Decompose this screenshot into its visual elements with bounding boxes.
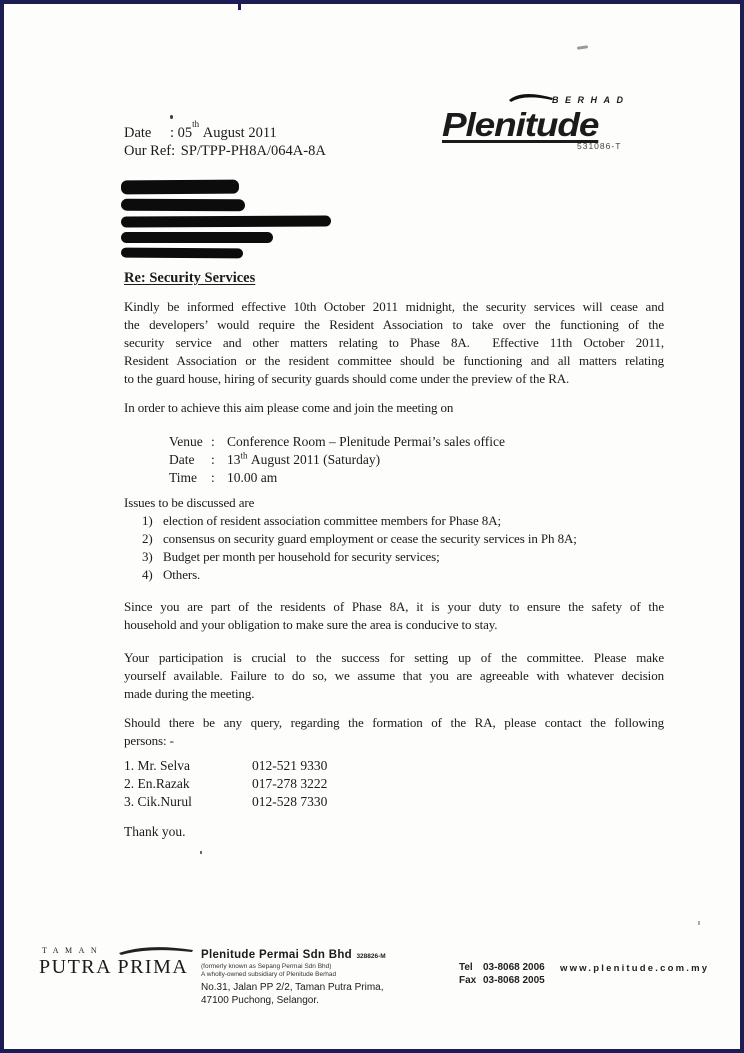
website-text: www.plenitude.com.my	[560, 963, 710, 974]
meeting-date-ordinal: th	[240, 450, 248, 461]
contact-name: 1. Mr. Selva	[124, 758, 190, 773]
time-colon: :	[211, 470, 215, 485]
para-meeting-invite: In order to achieve this aim please come and join the meeting on	[124, 400, 454, 415]
date-row	[169, 451, 505, 469]
contact-row	[124, 793, 327, 811]
issue-text: Budget per month per household for security services;	[163, 549, 440, 564]
issue-item	[142, 530, 577, 548]
para-security-notice	[124, 298, 664, 388]
redaction-bar	[121, 199, 245, 212]
issue-number: 3)	[142, 549, 153, 564]
venue-label: Venue	[169, 434, 203, 449]
date-label: Date	[124, 125, 152, 141]
date-line	[124, 119, 326, 142]
issue-text: election of resident association committee members for Phase 8A;	[163, 513, 501, 528]
contact-name: 3. Cik.Nurul	[124, 794, 192, 809]
tel-row	[459, 961, 545, 974]
fax-row	[459, 974, 545, 987]
redaction-bar	[121, 248, 243, 259]
issue-number: 1)	[142, 513, 153, 528]
redaction-bar	[121, 180, 239, 195]
company-address-line2: 47100 Puchong, Selangor.	[201, 994, 319, 1006]
company-subsidiary: A wholly-owned subsidiary of Plenitude Berhad	[201, 971, 337, 978]
date-value: August 2011	[202, 125, 277, 141]
para-line: household and your obligation to make sure the area is conducive to stay.	[124, 617, 498, 632]
para-duty	[124, 598, 664, 634]
venue-row	[169, 433, 505, 451]
meeting-date-colon: :	[211, 452, 215, 467]
putra-prima-swoosh-icon	[117, 942, 195, 961]
date-colon: :	[170, 125, 175, 141]
redaction-bar	[121, 232, 273, 243]
fax-number: 03-8068 2005	[483, 975, 545, 986]
time-row	[169, 469, 505, 487]
para-line: persons: -	[124, 733, 174, 748]
time-label: Time	[169, 470, 198, 485]
issues-intro: Issues to be discussed are	[124, 495, 255, 510]
issue-number: 4)	[142, 567, 153, 582]
issue-text: consensus on security guard employment or cease the security services in Ph 8A;	[163, 531, 577, 546]
subject-line: Re: Security Services	[124, 270, 256, 286]
company-info	[201, 945, 386, 1007]
contact-row	[124, 775, 327, 793]
para-line: the developers’ would require the Resident Association to take over the functioning of the	[124, 317, 664, 332]
para-line: Since you are part of the residents of Phase 8A, it is your duty to ensure the safety of the	[124, 599, 664, 614]
meeting-date-value	[227, 451, 380, 469]
issue-item	[142, 512, 577, 530]
letter-header	[124, 119, 326, 160]
company-formerly: (formerly known as Sepang Permai Sdn Bhd)	[201, 963, 332, 970]
company-address-line1: No.31, Jalan PP 2/2, Taman Putra Prima,	[201, 982, 384, 993]
contact-name: 2. En.Razak	[124, 776, 190, 791]
date-ordinal: th	[192, 119, 200, 129]
meeting-date-label: Date	[169, 452, 195, 467]
issue-text: Others.	[163, 567, 201, 582]
time-value: 10.00 am	[227, 470, 278, 485]
contact-phone: 012-521 9330	[252, 758, 328, 773]
contact-phone: 012-528 7330	[252, 794, 328, 809]
para-line: Resident Association or the resident committee should be functioning and all matters relating	[124, 353, 664, 368]
para-line: security service and other matters relating to Phase 8A. Effective 11th October 2011,	[124, 335, 664, 350]
meeting-details	[169, 433, 505, 487]
issues-section	[124, 494, 577, 584]
contact-list	[124, 757, 327, 811]
company-reg-no: 531086-T	[577, 141, 622, 151]
para-line: yourself available. Failure to do so, we assume that you are agreeable with whatever decision	[124, 668, 664, 683]
taman-text: TAMAN	[42, 946, 104, 955]
para-line: to the guard house, hiring of security guards should come under the preview of the RA.	[124, 371, 570, 386]
putra-prima-logo	[39, 946, 194, 979]
brand-wordmark: Plenitude	[442, 106, 599, 143]
recipient-address-redacted	[121, 180, 331, 263]
scan-speck	[698, 921, 700, 925]
tel-label: Tel	[459, 962, 473, 973]
date-day: 05	[177, 125, 193, 141]
scan-speck	[577, 45, 588, 50]
meeting-date-rest: August 2011 (Saturday)	[250, 452, 381, 467]
ref-value: SP/TPP-PH8A/064A-8A	[180, 143, 326, 159]
contact-phone: 017-278 3222	[252, 776, 328, 791]
berhad-text: BERHAD	[552, 95, 630, 105]
para-query	[124, 714, 664, 750]
contact-row	[124, 757, 327, 775]
para-participation	[124, 649, 664, 703]
ref-line	[124, 142, 326, 160]
redaction-bar	[121, 215, 331, 227]
closing-thanks: Thank you.	[124, 824, 186, 839]
issue-item	[142, 566, 577, 584]
meeting-date-day: 13	[227, 452, 241, 467]
company-registration: 328826-M	[356, 953, 386, 960]
telfax-block	[459, 961, 545, 987]
putra-prima-text: PUTRA PRIMA	[39, 956, 189, 978]
para-line: Kindly be informed effective 10th October 2011 midnight, the security services will cease and	[124, 299, 664, 314]
venue-value: Conference Room – Plenitude Permai’s sales office	[227, 434, 505, 449]
company-name: Plenitude Permai Sdn Bhd	[201, 949, 352, 961]
venue-colon: :	[211, 434, 215, 449]
para-line: made during the meeting.	[124, 686, 255, 701]
ref-label: Our Ref:	[124, 143, 176, 159]
tel-number: 03-8068 2006	[483, 962, 545, 973]
scan-speck	[170, 115, 173, 119]
para-line: Your participation is crucial to the success for setting up of the committee. Please make	[124, 650, 664, 665]
scan-speck	[238, 4, 241, 10]
issue-number: 2)	[142, 531, 153, 546]
fax-label: Fax	[459, 975, 477, 986]
scan-speck	[200, 851, 202, 854]
company-address	[201, 982, 386, 1007]
issue-item	[142, 548, 577, 566]
para-line: Should there be any query, regarding the formation of the RA, please contact the following	[124, 715, 664, 730]
